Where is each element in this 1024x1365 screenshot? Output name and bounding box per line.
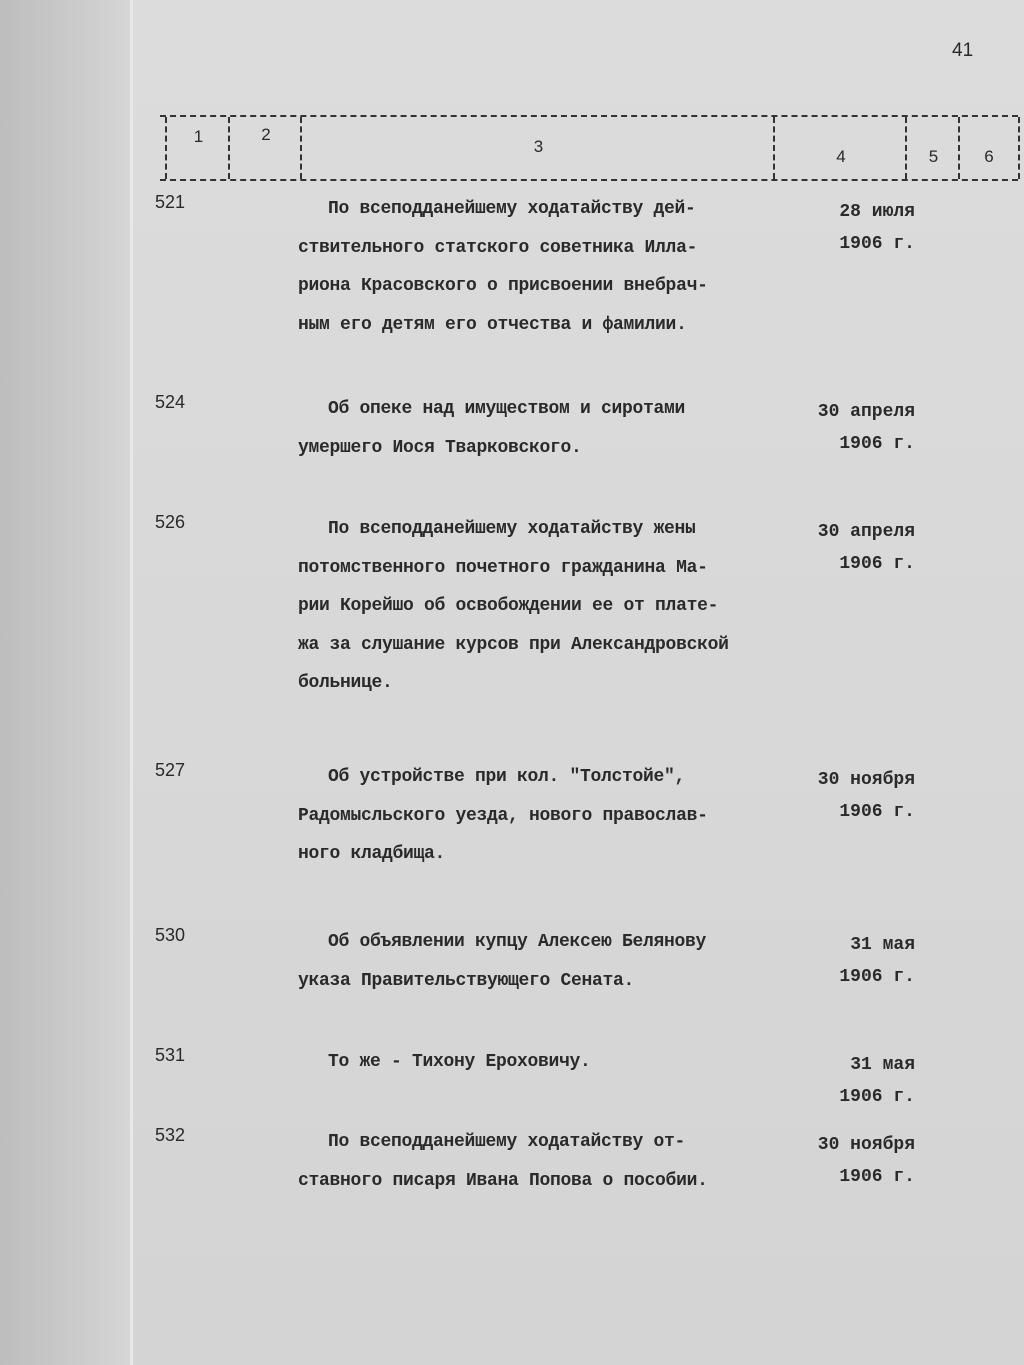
description-line: риона Красовского о присвоении внебрач- (298, 276, 708, 296)
header-col-3 (300, 117, 775, 179)
entry-description (298, 758, 818, 874)
description-line: По всеподданейшему ходатайству от- (328, 1132, 686, 1152)
header-col-1 (165, 117, 230, 179)
date-line: 31 мая (850, 935, 915, 955)
entry-number: 530 (155, 925, 186, 945)
header-col-5 (905, 117, 960, 179)
description-line: Радомысльского уезда, нового православ- (298, 805, 708, 826)
entry-description (298, 923, 818, 1000)
header-label: 1 (193, 127, 204, 146)
description-line: потомственного почетного гражданина Ма- (298, 557, 708, 578)
description-line: больнице. (298, 673, 393, 693)
column-header-table (160, 115, 1018, 181)
description-line: По всеподданейшему ходатайству дей- (328, 199, 696, 219)
description-line: ствительного статского советника Илла- (298, 237, 698, 258)
entry-date (785, 1129, 915, 1193)
date-line: 1906 г. (839, 554, 915, 574)
entry-date (785, 196, 915, 260)
entry-date (785, 396, 915, 460)
description-line: рии Корейшо об освобождении ее от плате- (298, 596, 719, 616)
entry-date (785, 1049, 915, 1113)
header-col-2 (228, 117, 302, 179)
entry-description (298, 510, 818, 703)
date-line: 30 апреля (817, 522, 915, 542)
description-line: ным его детям его отчества и фамилии. (298, 314, 687, 335)
entry-date (785, 929, 915, 993)
description-line: Об опеке над имуществом и сиротами (328, 399, 686, 419)
header-label: 6 (984, 147, 994, 166)
date-line: 1906 г. (839, 802, 915, 822)
date-line: 30 ноября (817, 1135, 915, 1155)
description-line: Об объявлении купцу Алексею Белянову (328, 932, 707, 952)
date-line: 30 ноября (817, 770, 915, 790)
entry-description (298, 1043, 818, 1082)
entry-description (298, 1123, 818, 1200)
description-line: умершего Иося Тварковского. (298, 437, 582, 458)
date-line: 1906 г. (839, 234, 915, 254)
description-line: указа Правительствующего Сената. (298, 970, 635, 991)
description-line: жа за слушание курсов при Александровской (298, 634, 729, 655)
description-line: ставного писаря Ивана Попова о пособии. (298, 1170, 708, 1191)
entry-number: 531 (155, 1045, 186, 1065)
description-line: ного кладбища. (298, 844, 446, 864)
entry-description (298, 190, 818, 344)
date-line: 1906 г. (839, 1167, 915, 1187)
description-line: То же - Тихону Ероховичу. (328, 1052, 591, 1072)
description-line: По всеподданейшему ходатайству жены (328, 519, 696, 539)
header-label: 5 (928, 147, 939, 166)
date-line: 1906 г. (839, 967, 915, 987)
date-line: 31 мая (850, 1055, 915, 1075)
entry-date (785, 516, 915, 580)
entry-number: 532 (155, 1125, 186, 1145)
header-col-4 (773, 117, 907, 179)
date-line: 1906 г. (839, 1087, 915, 1107)
date-line: 28 июля (839, 202, 915, 222)
entry-description (298, 390, 818, 467)
description-line: Об устройстве при кол. "Толстойе", (328, 767, 686, 787)
header-label: 4 (836, 147, 846, 166)
entry-number: 527 (155, 760, 186, 780)
page-number: 41 (952, 40, 974, 61)
entry-number: 521 (155, 192, 186, 212)
header-label: 2 (261, 125, 271, 144)
scan-left-edge (0, 0, 140, 1365)
date-line: 1906 г. (839, 434, 915, 454)
entry-number: 524 (155, 392, 186, 412)
entry-number: 526 (155, 512, 186, 532)
entry-date (785, 764, 915, 828)
date-line: 30 апреля (817, 402, 915, 422)
header-label: 3 (533, 137, 544, 156)
header-col-6 (958, 117, 1020, 179)
